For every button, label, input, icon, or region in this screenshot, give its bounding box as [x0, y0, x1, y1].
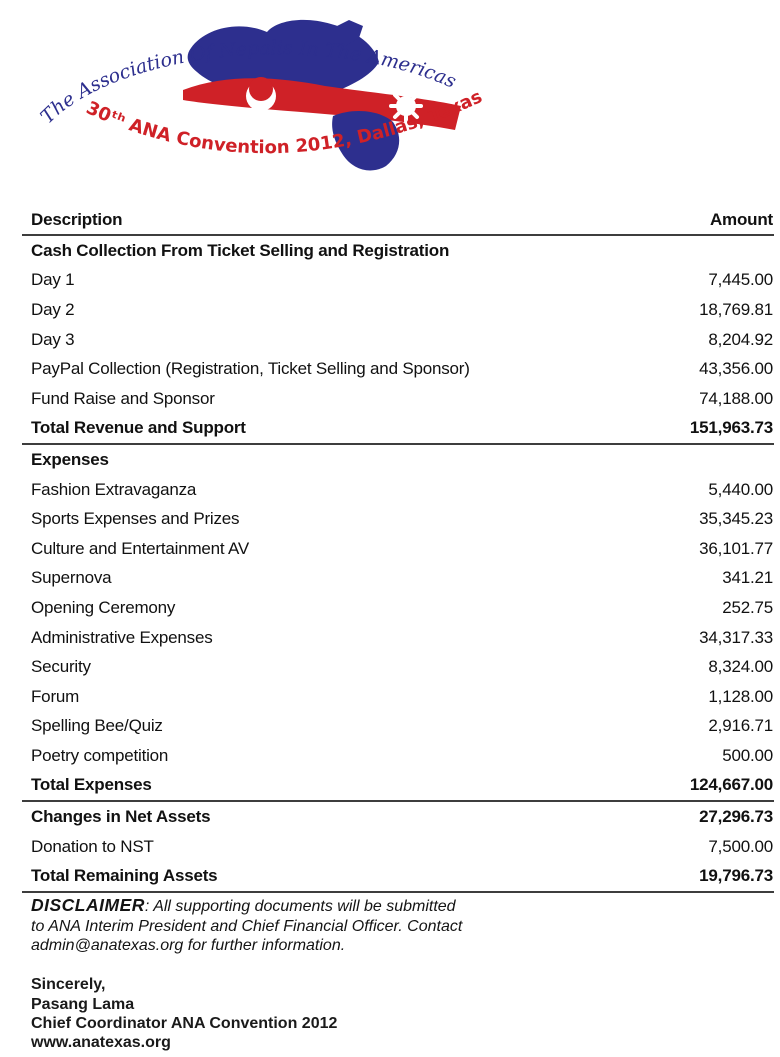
table-row: [22, 354, 774, 384]
row-label: Changes in Net Assets: [31, 807, 211, 827]
row-amount: 7,445.00: [708, 270, 773, 290]
table-row: [22, 325, 774, 355]
row-label: Day 1: [31, 270, 75, 290]
row-label: Fashion Extravaganza: [31, 479, 197, 499]
row-label: Security: [31, 657, 91, 677]
column-header-amount: Amount: [709, 210, 773, 229]
row-label: Administrative Expenses: [31, 627, 213, 647]
row-label: Forum: [31, 686, 80, 706]
row-amount: 5,440.00: [708, 479, 773, 499]
row-label: Expenses: [31, 449, 109, 469]
row-label: Total Revenue and Support: [31, 418, 246, 438]
ana-logo: [33, 4, 511, 174]
table-row: [22, 534, 774, 564]
row-label: PayPal Collection (Registration, Ticket Selling and Sponsor): [31, 359, 470, 379]
signature-closing: Sincerely,: [31, 976, 106, 994]
row-amount: 1,128.00: [708, 686, 773, 706]
table-row: [22, 384, 774, 414]
table-row: [22, 564, 774, 594]
logo-bottom-arc-text: 30ᵗʰ ANA Convention 2012, Dallas, Texas: [82, 86, 486, 159]
row-label: Total Expenses: [31, 775, 152, 795]
row-amount: 18,769.81: [699, 299, 773, 319]
table-row: [22, 623, 774, 653]
row-amount: 35,345.23: [699, 509, 773, 529]
table-row: [22, 861, 774, 893]
row-label: Day 3: [31, 329, 75, 349]
row-label: Spelling Bee/Quiz: [31, 716, 163, 736]
financial-statement-table: [22, 204, 774, 893]
row-label: Supernova: [31, 568, 112, 588]
table-row: [22, 832, 774, 862]
row-amount: 341.21: [722, 568, 773, 588]
disclaimer-paragraph: [31, 896, 463, 956]
row-label: Donation to NST: [31, 836, 154, 856]
row-label: Day 2: [31, 299, 75, 319]
table-row: [22, 236, 774, 266]
finance-table-rows: [22, 236, 774, 893]
signature-website: www.anatexas.org: [31, 1034, 171, 1052]
row-amount: 124,667.00: [689, 775, 773, 795]
signature-name: Pasang Lama: [31, 995, 135, 1013]
row-label: Culture and Entertainment AV: [31, 538, 250, 558]
row-amount: 151,963.73: [689, 418, 773, 438]
row-amount: 19,796.73: [699, 866, 773, 886]
row-amount: 7,500.00: [708, 836, 773, 856]
row-label: Total Remaining Assets: [31, 866, 218, 886]
row-amount: 500.00: [722, 745, 773, 765]
row-amount: 43,356.00: [699, 359, 773, 379]
table-row: [22, 652, 774, 682]
table-row: [22, 414, 774, 446]
row-amount: 8,324.00: [708, 657, 773, 677]
table-row: [22, 712, 774, 742]
row-amount: 34,317.33: [699, 627, 773, 647]
table-row: [22, 504, 774, 534]
table-row: [22, 593, 774, 623]
row-label: Cash Collection From Ticket Selling and Registration: [31, 240, 450, 260]
table-row: [22, 741, 774, 771]
table-row: [22, 445, 774, 475]
row-label: Opening Ceremony: [31, 597, 176, 617]
table-row: [22, 475, 774, 505]
row-label: Sports Expenses and Prizes: [31, 509, 240, 529]
row-label: Fund Raise and Sponsor: [31, 388, 215, 408]
column-header-description: Description: [31, 210, 123, 229]
table-row: [22, 802, 774, 832]
signature-title: Chief Coordinator ANA Convention 2012: [31, 1014, 338, 1032]
ana-logo-graphic: [33, 4, 511, 174]
signature-block: [31, 975, 780, 1053]
table-row: [22, 295, 774, 325]
row-amount: 8,204.92: [708, 329, 773, 349]
disclaimer-body: : All supporting documents will be submitted to ANA Interim President and Chief Financial Officer. Contact admin@anatexas.org for further information.: [31, 898, 463, 955]
disclaimer-label: DISCLAIMER: [31, 895, 145, 916]
table-row: [22, 266, 774, 296]
row-label: Poetry competition: [31, 745, 169, 765]
table-row: [22, 771, 774, 803]
row-amount: 252.75: [722, 597, 773, 617]
row-amount: 2,916.71: [708, 716, 773, 736]
row-amount: 74,188.00: [699, 388, 773, 408]
table-row: [22, 682, 774, 712]
row-amount: 36,101.77: [699, 538, 773, 558]
table-header-row: [22, 204, 774, 236]
row-amount: 27,296.73: [699, 807, 773, 827]
logo-top-arc-text: The Association Of Nepalis In The Americas: [36, 37, 460, 129]
